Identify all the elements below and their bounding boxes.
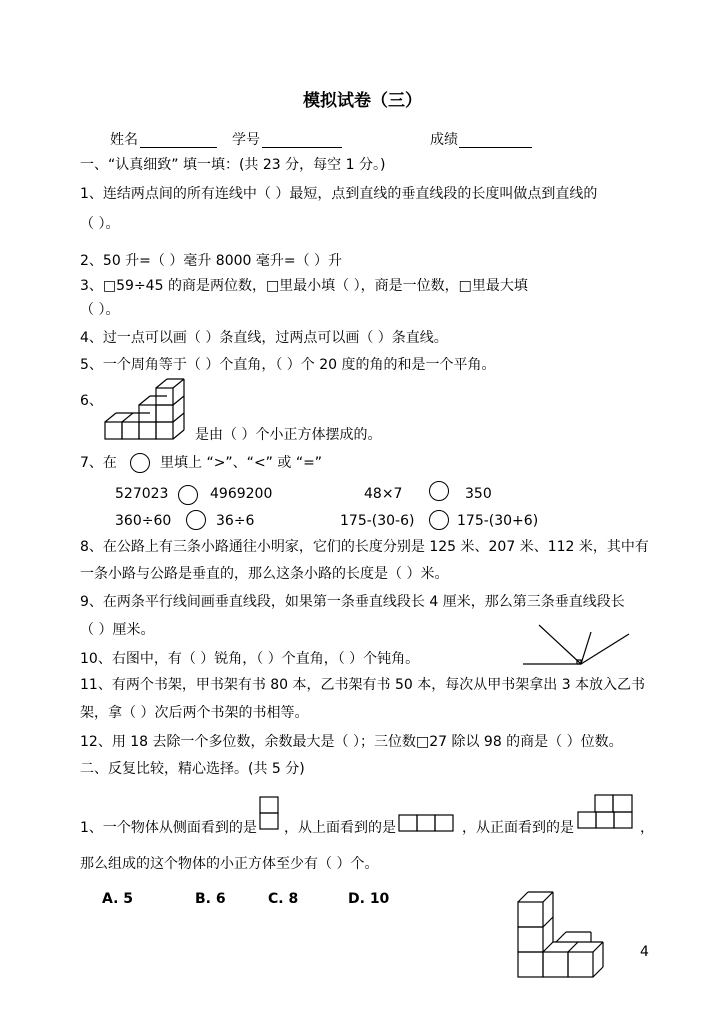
s2-question-1-part4: ，: [640, 820, 654, 836]
q7-row1a-right: 4969200: [210, 486, 273, 502]
compare-circle-4[interactable]: [429, 510, 449, 530]
q7-row1b-right: 350: [465, 486, 492, 502]
question-11-line1: 11、有两个书架，甲书架有书 80 本，乙书架有书 50 本，每次从甲书架拿出 3 本放入乙书: [80, 677, 646, 693]
section1-heading: 一、“认真细致” 填一填：(共 23 分，每空 1 分。): [80, 157, 386, 173]
q7-row2a-right: 36÷6: [216, 513, 255, 529]
cube-tower-figure: [516, 890, 622, 980]
q7-row1b-left: 48×7: [364, 486, 403, 502]
question-1-line2: （ ）。: [80, 216, 120, 232]
option-c[interactable]: C. 8: [268, 891, 299, 907]
side-view-figure: [259, 796, 281, 832]
compare-circle-2[interactable]: [429, 481, 449, 501]
page-title: 模拟试卷（三）: [303, 91, 422, 111]
top-view-figure: [398, 814, 458, 834]
question-1-line1: 1、连结两点间的所有连线中（ ）最短，点到直线的垂直线段的长度叫做点到直线的: [80, 186, 598, 202]
question-9-line1: 9、在两条平行线间画垂直线段，如果第一条垂直线段长 4 厘米，那么第三条垂直线段长: [80, 594, 625, 610]
page-number: 4: [640, 944, 649, 960]
question-7-instruction: 里填上 “>”、“<” 或 “=”: [160, 455, 323, 471]
cube-stack-figure: [102, 377, 192, 443]
s2-question-1-part3: ，从正面看到的是: [462, 820, 574, 836]
compare-circle-3[interactable]: [186, 510, 206, 530]
name-blank[interactable]: [140, 147, 217, 148]
q7-row1a-left: 527023: [115, 486, 169, 502]
question-4: 4、过一点可以画（ ）条直线，过两点可以画（ ）条直线。: [80, 330, 448, 346]
id-blank[interactable]: [262, 147, 342, 148]
angle-rays-figure: [523, 622, 633, 667]
q7-row2b-left: 175-(30-6): [340, 513, 415, 529]
s2-question-1-part2: ，从上面看到的是: [284, 820, 396, 836]
question-7-prefix: 7、在: [80, 455, 117, 471]
s2-question-1-line2: 那么组成的这个物体的小正方体至少有（ ）个。: [80, 856, 379, 872]
question-3-line1: 3、□59÷45 的商是两位数，□里最小填（ ），商是一位数，□里最大填: [80, 278, 528, 294]
option-d[interactable]: D. 10: [348, 891, 390, 907]
option-a[interactable]: A. 5: [102, 891, 134, 907]
option-b[interactable]: B. 6: [195, 891, 226, 907]
question-12: 12、用 18 去除一个多位数，余数最大是（ ）；三位数□27 除以 98 的商是（ ）位数。: [80, 734, 623, 750]
question-2: 2、50 升=（ ）毫升 8000 毫升=（ ）升: [80, 253, 343, 269]
question-8-line1: 8、在公路上有三条小路通往小明家，它们的长度分别是 125 米、207 米、112 米，其中有: [80, 539, 649, 555]
front-view-figure: [577, 794, 637, 830]
question-3-line2: （ ）。: [80, 302, 120, 318]
question-10: 10、右图中，有（ ）锐角，（ ）个直角，（ ）个钝角。: [80, 651, 420, 667]
q7-row2a-left: 360÷60: [115, 513, 172, 529]
q7-row2b-right: 175-(30+6): [457, 513, 539, 529]
question-8-line2: 一条小路与公路是垂直的，那么这条小路的长度是（ ）米。: [80, 566, 449, 582]
question-5: 5、一个周角等于（ ）个直角，（ ）个 20 度的角的和是一个平角。: [80, 357, 496, 373]
compare-circle-1[interactable]: [178, 485, 198, 505]
score-label: 成绩: [430, 132, 458, 148]
question-11-line2: 架，拿（ ）次后两个书架的书相等。: [80, 705, 309, 721]
compare-circle-example: [130, 453, 150, 473]
name-label: 姓名: [110, 132, 138, 148]
id-label: 学号: [232, 132, 260, 148]
question-9-line2: （ ）厘米。: [80, 622, 155, 638]
section2-heading: 二、反复比较，精心选择。(共 5 分): [80, 761, 305, 777]
s2-question-1-part1: 1、一个物体从侧面看到的是: [80, 820, 257, 836]
score-blank[interactable]: [459, 147, 532, 148]
question-6-text: 是由（ ）个小正方体摆成的。: [195, 427, 382, 443]
question-6-number: 6、: [80, 393, 103, 409]
